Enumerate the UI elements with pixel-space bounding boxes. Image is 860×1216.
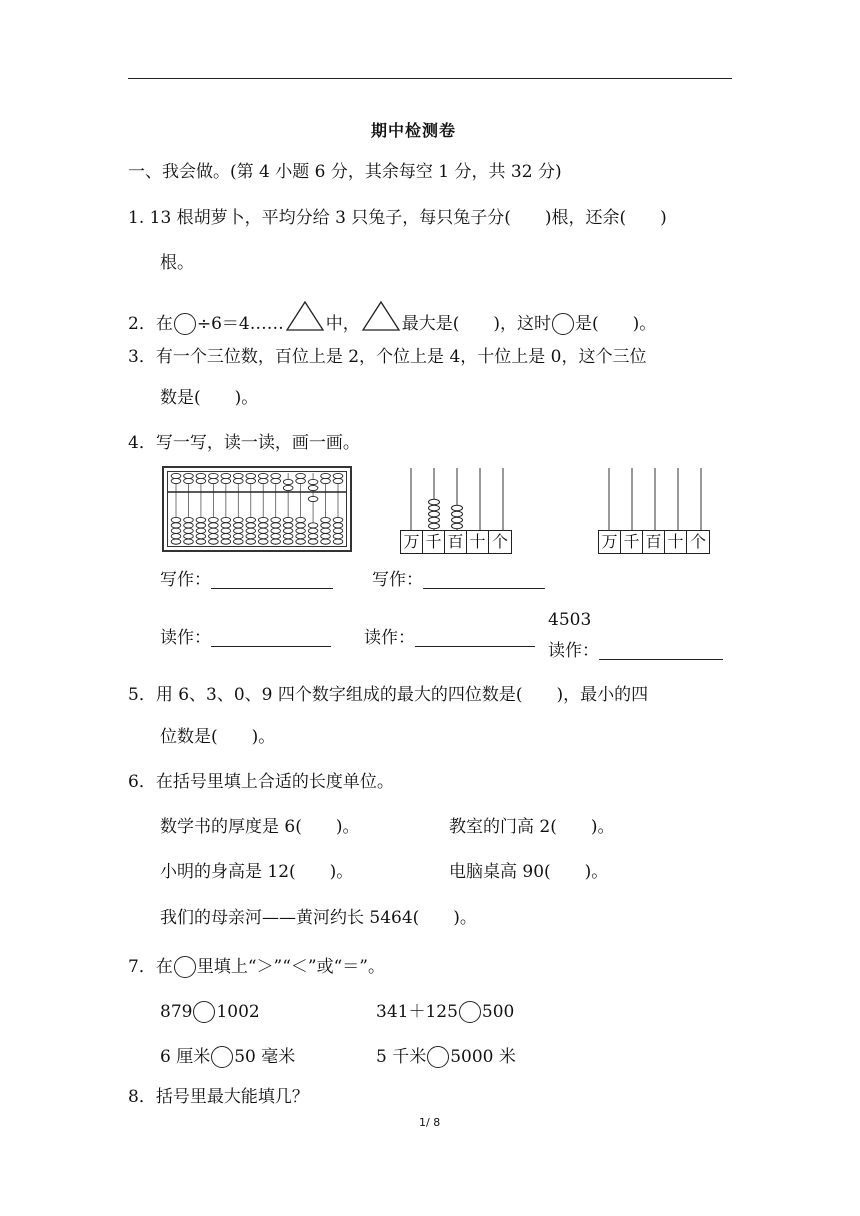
page-number: 1/ 8 xyxy=(419,1116,441,1129)
question-2 xyxy=(128,300,656,336)
compare-right: 1002 xyxy=(216,1002,260,1022)
answer-blank[interactable] xyxy=(211,570,333,589)
counting-frame-2 xyxy=(598,466,718,556)
abacus-image xyxy=(162,466,352,552)
compare-right: 5000 米 xyxy=(450,1047,516,1067)
question-3-line1: 3．有一个三位数，百位上是 2，个位上是 4，十位上是 0，这个三位 xyxy=(128,347,647,367)
compare-right: 500 xyxy=(481,1002,515,1022)
section-heading: 一、我会做。(第 4 小题 6 分，其余每空 1 分，共 32 分) xyxy=(128,162,562,182)
compare-left: 879 xyxy=(160,1002,193,1022)
counting-rods xyxy=(598,466,718,532)
write-answer-1 xyxy=(160,568,333,592)
compare-left: 5 千米 xyxy=(376,1047,427,1067)
compare-c xyxy=(160,1045,295,1069)
answer-blank[interactable] xyxy=(211,628,331,647)
compare-right: 50 毫米 xyxy=(234,1047,296,1067)
page-title: 期中检测卷 xyxy=(371,121,457,140)
given-number: 4503 xyxy=(548,610,592,630)
place-label: 百 xyxy=(643,531,665,553)
question-6-a: 数学书的厚度是 6( )。 xyxy=(160,817,360,837)
question-2-p1: 在 xyxy=(155,314,173,334)
place-label: 个 xyxy=(689,532,706,551)
read-answer-1 xyxy=(160,626,331,650)
question-7-p1: 7．在 xyxy=(128,957,173,977)
compare-left: 6 厘米 xyxy=(160,1047,211,1067)
read-answer-3 xyxy=(548,639,723,663)
write-label: 写作： xyxy=(372,570,423,590)
answer-blank[interactable] xyxy=(423,570,545,589)
circle-blank-icon xyxy=(552,313,574,335)
place-label: 十 xyxy=(665,531,687,553)
question-4: 4．写一写，读一读，画一画。 xyxy=(128,433,360,453)
read-label: 读作： xyxy=(364,628,415,648)
compare-d xyxy=(376,1045,516,1069)
question-3-line2: 数是( )。 xyxy=(160,388,259,408)
read-answer-2 xyxy=(364,626,535,650)
question-5-line1: 5．用 6、3、0、9 四个数字组成的最大的四位数是( )，最小的四 xyxy=(128,685,649,705)
question-7 xyxy=(128,955,385,979)
read-label: 读作： xyxy=(548,641,599,661)
place-label: 百 xyxy=(445,531,467,553)
compare-b xyxy=(376,1000,514,1024)
compare-circle-icon[interactable] xyxy=(193,1001,215,1023)
circle-blank-icon xyxy=(174,956,196,978)
question-6-c: 小明的身高是 12( )。 xyxy=(160,862,354,882)
place-label: 万 xyxy=(599,531,621,553)
place-label: 个 xyxy=(491,532,508,551)
answer-blank[interactable] xyxy=(599,641,723,660)
question-6-d: 电脑桌高 90( )。 xyxy=(449,862,609,882)
place-label: 十 xyxy=(467,531,489,553)
compare-circle-icon[interactable] xyxy=(211,1046,233,1068)
answer-blank[interactable] xyxy=(415,628,535,647)
question-8: 8．括号里最大能填几？ xyxy=(128,1087,309,1107)
compare-left: 341＋125 xyxy=(376,1002,458,1022)
write-answer-2 xyxy=(372,568,545,592)
compare-a xyxy=(160,1000,260,1024)
question-1-line1: 1. 13 根胡萝卜，平均分给 3 只兔子，每只兔子分( )根，还余( ) xyxy=(128,208,667,228)
header-rule xyxy=(128,78,732,79)
counting-frame-1 xyxy=(400,466,520,556)
question-2-p5: 是( )。 xyxy=(574,314,657,334)
triangle-icon xyxy=(361,300,401,332)
question-7-p2: 里填上“＞”“＜”或“＝”。 xyxy=(196,957,385,977)
question-5-line2: 位数是( )。 xyxy=(160,727,276,747)
read-label: 读作： xyxy=(160,628,211,648)
question-1-line2: 根。 xyxy=(160,253,194,273)
counting-rods xyxy=(400,466,520,532)
place-value-labels xyxy=(598,530,710,554)
question-2-p3: 中， xyxy=(325,314,360,334)
question-6-e: 我们的母亲河——黄河约长 5464( )。 xyxy=(160,908,477,928)
question-2-p2: ÷6＝4…… xyxy=(196,314,284,334)
write-label: 写作： xyxy=(160,570,211,590)
question-6: 6．在括号里填上合适的长度单位。 xyxy=(128,772,394,792)
compare-circle-icon[interactable] xyxy=(459,1001,481,1023)
question-2-num: 2． xyxy=(128,314,156,334)
compare-circle-icon[interactable] xyxy=(427,1046,449,1068)
question-6-b: 教室的门高 2( )。 xyxy=(449,817,615,837)
place-label: 万 xyxy=(401,531,423,553)
circle-blank-icon xyxy=(174,313,196,335)
place-label: 千 xyxy=(423,531,445,553)
triangle-icon xyxy=(285,300,325,332)
question-2-p4: 最大是( )，这时 xyxy=(401,314,551,334)
place-label: 千 xyxy=(621,531,643,553)
place-value-labels xyxy=(400,530,512,554)
abacus-beads xyxy=(164,468,350,550)
